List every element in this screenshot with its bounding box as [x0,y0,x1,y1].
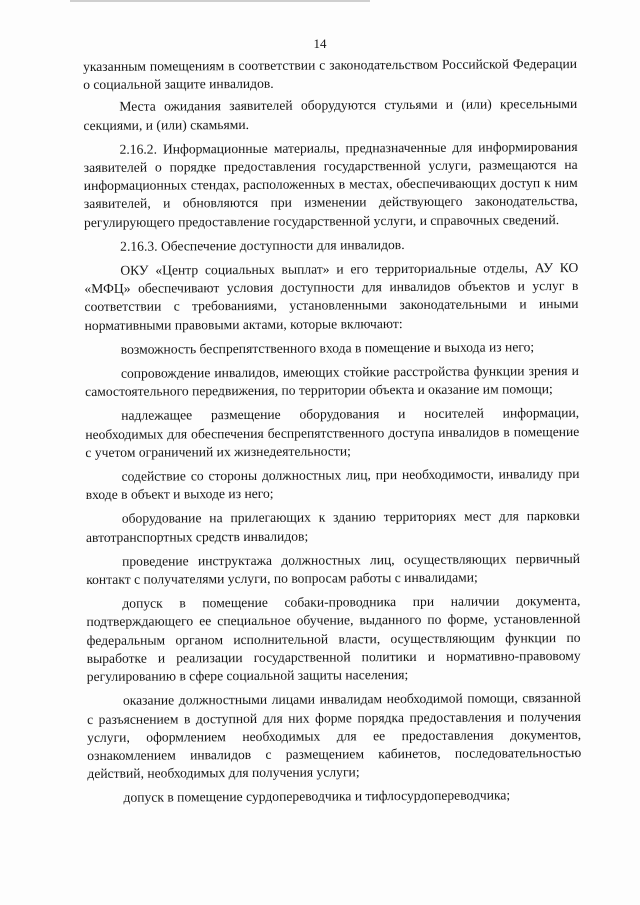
scan-edge-line [70,0,370,2]
list-item-escort: сопровождение инвалидов, имеющих стойкие расстройства функции зрения и самостоятельного передвижения, по территории объекта и оказание им помощи; [84,363,579,400]
list-item-assistance-entry: содействие со стороны должностных лиц, при необходимости, инвалиду при входе в объект и выходе из него; [85,466,580,503]
list-item-parking: оборудование на прилегающих к зданию территориях мест для парковки автотранспортных средств инвалидов; [85,508,580,545]
list-item-guide-dog: допуск в помещение собаки-проводника при наличии документа, подтверждающего ее специальное обучение, выданного по форме, установленной федеральным органом исполнительной власти, осуществляющим функции по выработке и реализации государственной политики и нормативно-правовому регулированию в сфере социальной защиты населения; [86,593,581,685]
paragraph-waiting-areas: Места ожидания заявителей оборудуются стульями и (или) кресельными секциями, и (или) скамьями. [83,96,578,133]
page-number: 14 [313,36,327,51]
list-item-entrance: возможность беспрепятственного входа в помещение и выхода из него; [120,339,535,357]
paragraph-accessibility-intro: ОКУ «Центр социальных выплат» и его территориальные отделы, АУ КО «МФЦ» обеспечивают условия доступности для инвалидов объектов и услуг в соответствии с требованиями, установленными законодательными и иными нормативными правовыми актами, которые включают: [84,260,579,333]
paragraph-continuation: указанным помещениям в соответствии с законодательством Российской Федерации о социальной защите инвалидов. [83,55,578,93]
list-item-staff-help: оказание должностными лицами инвалидам необходимой помощи, связанной с разъяснением в доступной для них форме порядка предоставления и получения услуги, оформлением необходимых для ее предоставления документов, ознакомлением инвалидов с размещением кабинетов, последовательностью действий, необходимых для получения услуги; [86,690,582,782]
body-text [83,55,582,814]
list-item-equipment: надлежащее размещение оборудования и носителей информации, необходимых для обеспечения беспрепятственного доступа инвалидов в помещение с учетом ограничений их жизнедеятельности; [85,405,580,460]
list-item-staff-briefing: проведение инструктажа должностных лиц, осуществляющих первичный контакт с получателями услуги, по вопросам работы с инвалидами; [86,550,581,588]
list-item-interpreters: допуск в помещение сурдопереводчика и тифлосурдопереводчика; [123,787,511,806]
paragraph-2-16-2: 2.16.2. Информационные материалы, предназначенные для информирования заявителей о порядке предоставления государственной услуги, размещаются на информационных стендах, расположенных в местах, обеспечивающих доступ к ним заявителей, и обновляются при изменении действующего законодательства, регулирующего предоставление государственной услуги, и справочных сведений. [83,138,578,230]
paragraph-2-16-3: 2.16.3. Обеспечение доступности для инвалидов. [120,236,405,254]
